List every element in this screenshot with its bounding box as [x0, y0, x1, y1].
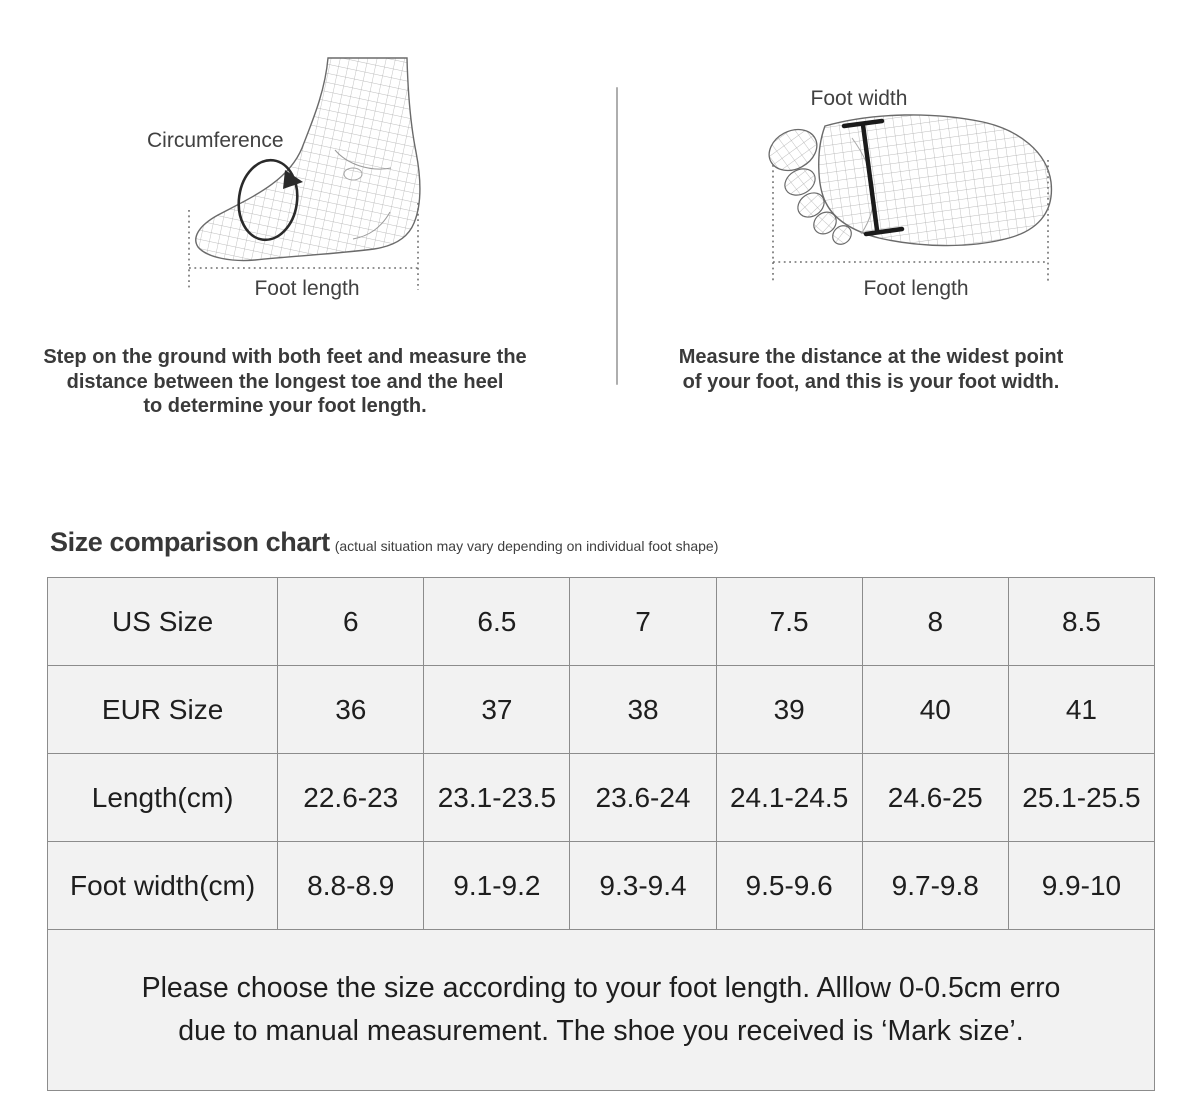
size-cell: 6.5	[424, 578, 570, 666]
size-cell: 37	[424, 666, 570, 754]
foot-top-view-illustration	[755, 110, 1065, 290]
caption-line: Measure the distance at the widest point	[678, 346, 1064, 368]
size-comparison-table	[47, 577, 1155, 1091]
foot-shape	[762, 115, 1051, 248]
size-chart-title: Size comparison chart	[50, 527, 330, 557]
measure-caption-right	[620, 345, 1122, 394]
size-cell: 22.6-23	[278, 754, 424, 842]
size-cell: 9.9-10	[1008, 842, 1154, 930]
size-cell: 9.1-9.2	[424, 842, 570, 930]
size-cell: 41	[1008, 666, 1154, 754]
caption-line: Step on the ground with both feet and measure the	[43, 346, 527, 368]
foot-length-label-left: Foot length	[254, 277, 360, 300]
size-cell: 23.6-24	[570, 754, 716, 842]
foot-shape	[196, 58, 420, 260]
foot-length-label-right: Foot length	[863, 277, 969, 300]
vertical-divider	[616, 87, 618, 385]
size-note-line: Please choose the size according to your foot length. Alllow 0-0.5cm erro	[141, 972, 1061, 1004]
size-note-line: due to manual measurement. The shoe you received is ‘Mark size’.	[178, 1015, 1024, 1047]
size-cell: 23.1-23.5	[424, 754, 570, 842]
size-cell: 8.8-8.9	[278, 842, 424, 930]
size-cell: 39	[716, 666, 862, 754]
row-header-length: Length(cm)	[48, 754, 278, 842]
size-note	[48, 930, 1155, 1091]
caption-line: of your foot, and this is your foot width.	[682, 370, 1060, 393]
size-cell: 7.5	[716, 578, 862, 666]
size-cell: 38	[570, 666, 716, 754]
table-row-length	[48, 754, 1155, 842]
size-cell: 24.1-24.5	[716, 754, 862, 842]
row-header-us-size: US Size	[48, 578, 278, 666]
size-chart-subtitle: (actual situation may vary depending on individual foot shape)	[334, 538, 719, 554]
size-cell: 7	[570, 578, 716, 666]
size-cell: 25.1-25.5	[1008, 754, 1154, 842]
measure-guide-section	[0, 0, 1200, 470]
caption-line: distance between the longest toe and the heel	[66, 370, 504, 393]
table-row-note	[48, 930, 1155, 1091]
size-cell: 6	[278, 578, 424, 666]
foot-side-view-illustration	[185, 52, 430, 297]
circumference-label: Circumference	[147, 129, 284, 152]
size-cell: 8.5	[1008, 578, 1154, 666]
row-header-eur-size: EUR Size	[48, 666, 278, 754]
size-cell: 24.6-25	[862, 754, 1008, 842]
size-cell: 9.3-9.4	[570, 842, 716, 930]
size-cell: 8	[862, 578, 1008, 666]
size-chart-header	[50, 527, 718, 558]
table-row-foot-width	[48, 842, 1155, 930]
size-cell: 9.5-9.6	[716, 842, 862, 930]
table-row-us-size	[48, 578, 1155, 666]
row-header-foot-width: Foot width(cm)	[48, 842, 278, 930]
foot-width-label: Foot width	[810, 87, 908, 110]
size-cell: 9.7-9.8	[862, 842, 1008, 930]
table-row-eur-size	[48, 666, 1155, 754]
caption-line: to determine your foot length.	[143, 395, 427, 417]
size-cell: 40	[862, 666, 1008, 754]
size-cell: 36	[278, 666, 424, 754]
measure-caption-left	[30, 345, 540, 419]
